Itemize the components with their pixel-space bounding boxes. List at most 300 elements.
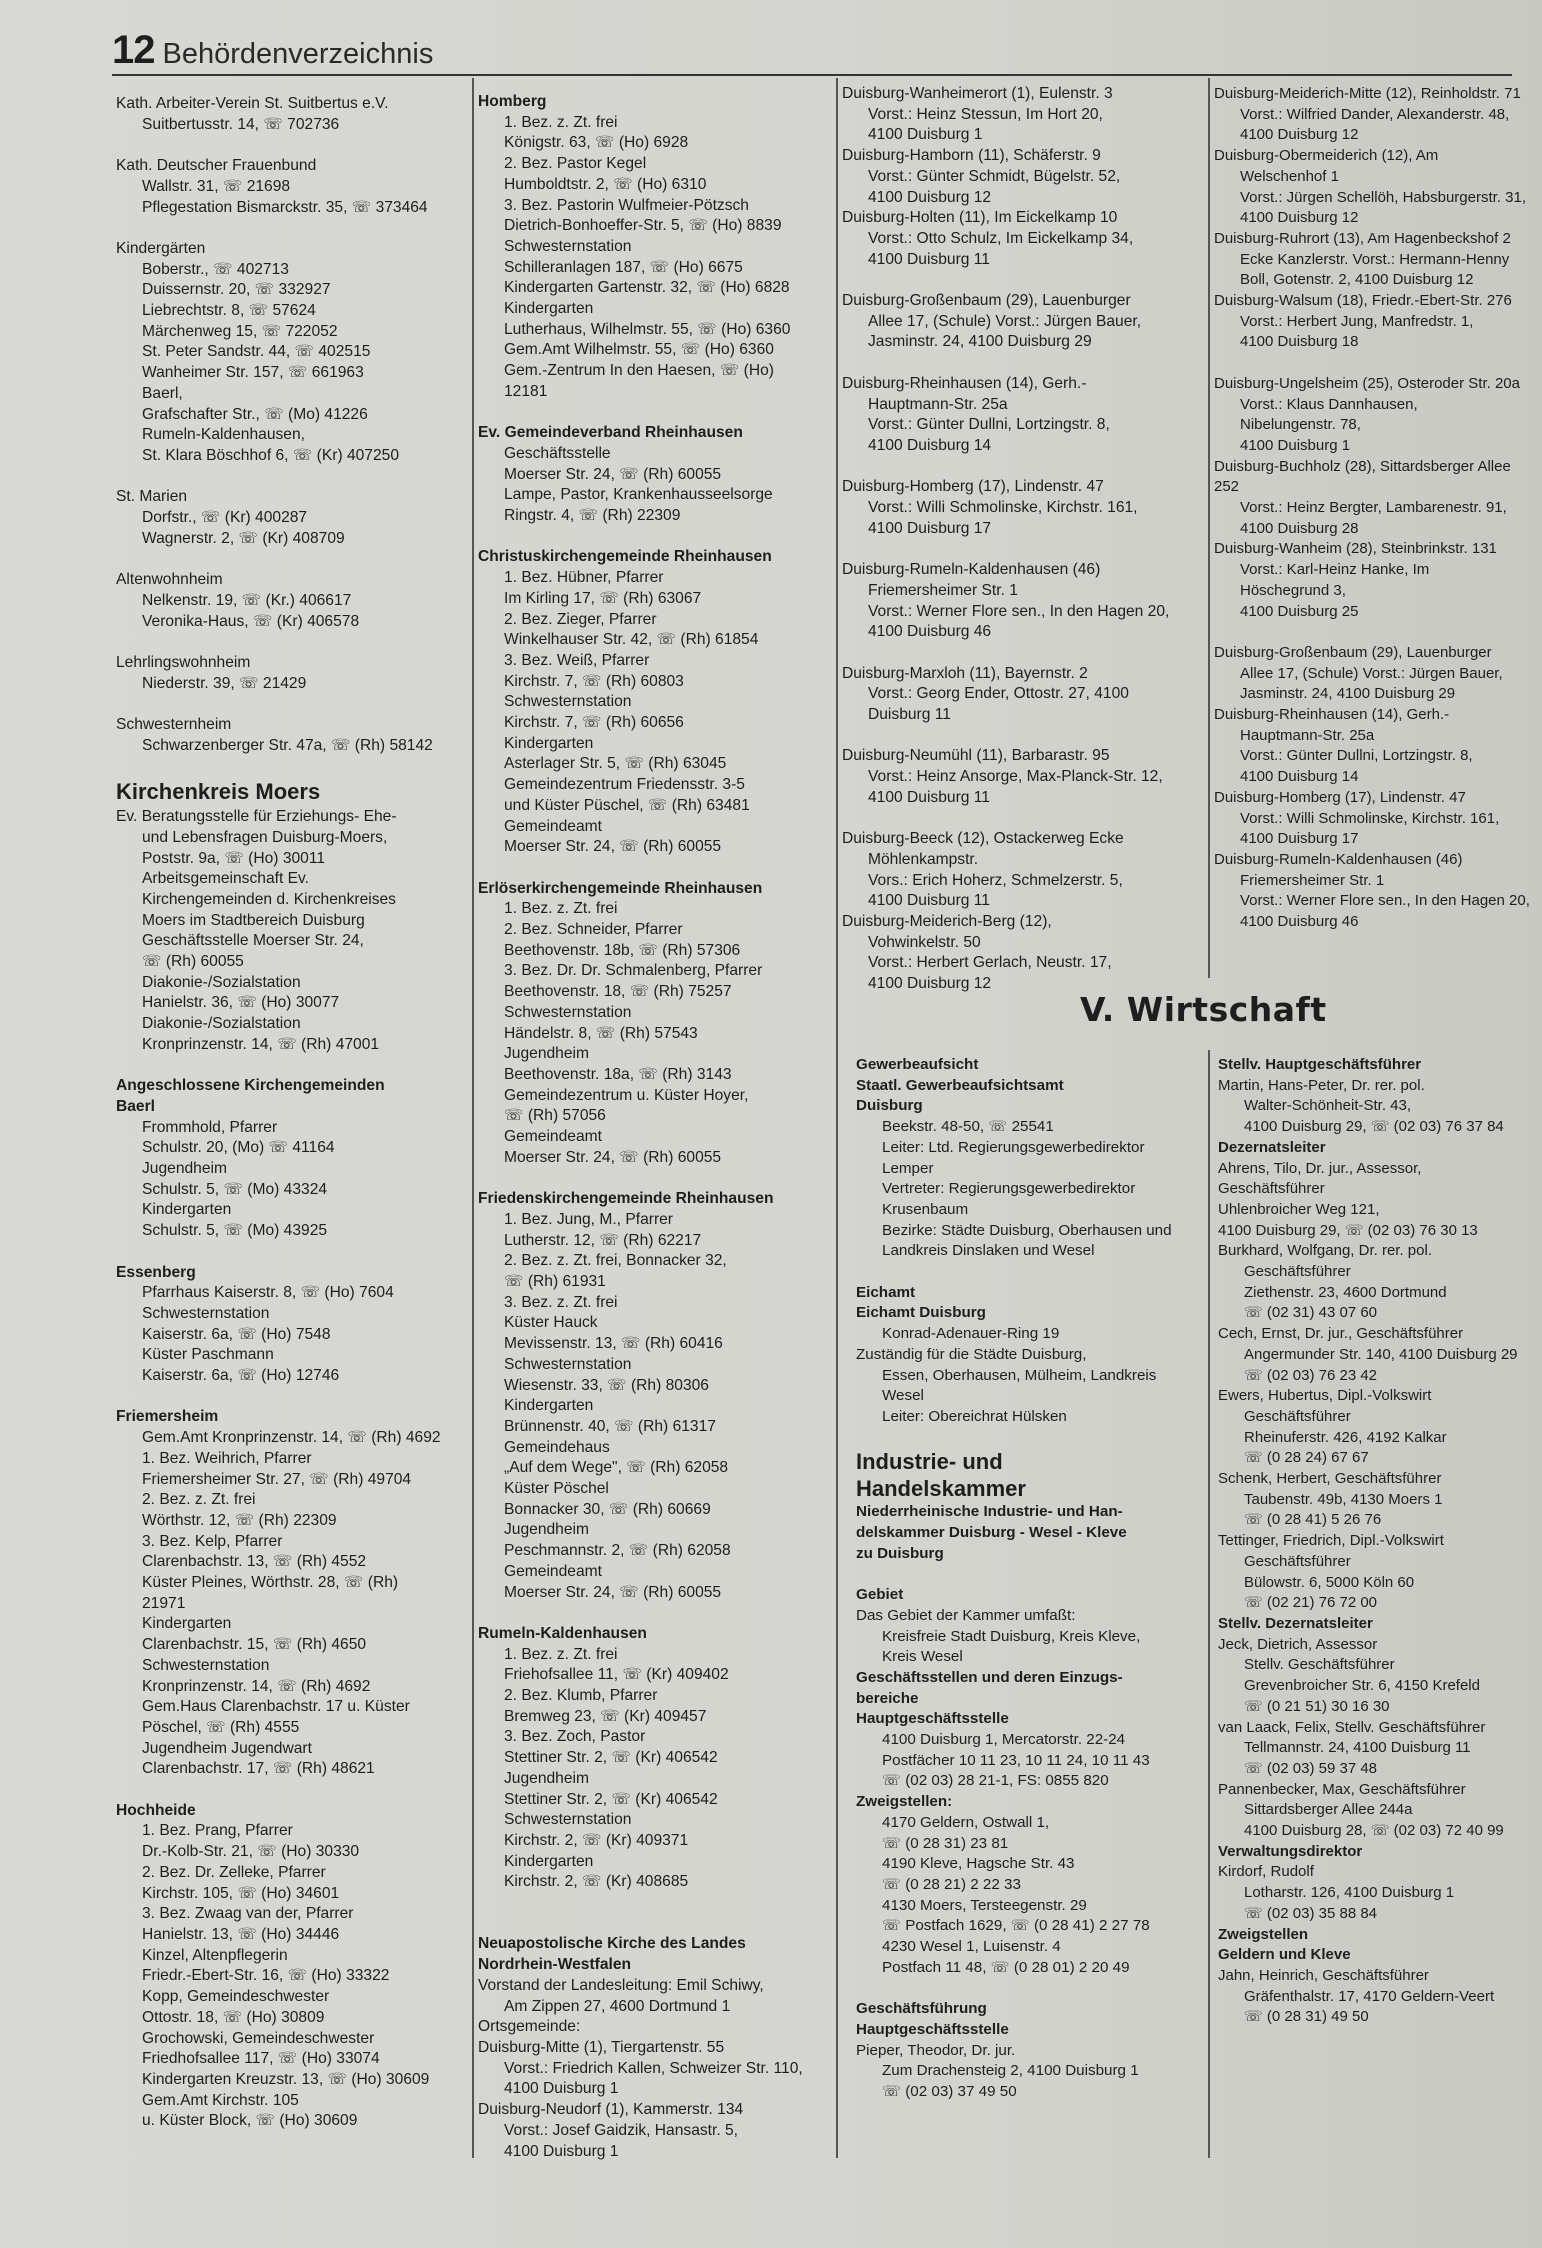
entry-line: Duisburg-Großenbaum (29), Lauenburger bbox=[1214, 643, 1492, 661]
entry-line: Clarenbachstr. 13, ☏ (Rh) 4552 bbox=[142, 1553, 367, 1571]
entry-line: 1. Bez. Weihrich, Pfarrer bbox=[142, 1449, 312, 1467]
entry-heading: Eichamt Duisburg bbox=[856, 1304, 986, 1322]
entry-line: 4100 Duisburg 12 bbox=[868, 188, 992, 206]
entry-line: Ringstr. 4, ☏ (Rh) 22309 bbox=[504, 507, 681, 525]
entry-line: Duisburg-Wanheimerort (1), Eulenstr. 3 bbox=[842, 85, 1113, 102]
entry-line: Tettinger, Friedrich, Dipl.-Volkswirt bbox=[1218, 1532, 1444, 1550]
entry-line: Kath. Arbeiter-Verein St. Suitbertus e.V. bbox=[116, 95, 389, 112]
entry-line: Ev. Beratungsstelle für Erziehungs- Ehe- bbox=[116, 808, 397, 826]
entry-line: Duissernstr. 20, ☏ 332927 bbox=[142, 281, 331, 299]
entry-heading: Verwaltungsdirektor bbox=[1218, 1842, 1363, 1860]
entry-heading: delskammer Duisburg - Wesel - Kleve bbox=[856, 1524, 1127, 1542]
entry-heading: Hauptgeschäftsstelle bbox=[856, 1710, 1009, 1728]
entry-line: Lemper bbox=[882, 1159, 934, 1177]
entry-heading: Gewerbeaufsicht bbox=[856, 1056, 979, 1073]
entry-line: van Laack, Felix, Stellv. Geschäftsführer bbox=[1218, 1718, 1486, 1736]
entry-heading: Erlöserkirchengemeinde Rheinhausen bbox=[478, 879, 763, 897]
entry-line: Vors.: Erich Hoherz, Schmelzerstr. 5, bbox=[868, 871, 1123, 889]
entry-line: Kopp, Gemeindeschwester bbox=[142, 1988, 330, 2006]
entry-line: Am Zippen 27, 4600 Dortmund 1 bbox=[504, 1997, 731, 2015]
entry-line: Vorst.: Willi Schmolinske, Kirchstr. 161, bbox=[1240, 809, 1500, 827]
entry-line: Beethovenstr. 18a, ☏ (Rh) 3143 bbox=[504, 1066, 732, 1083]
entry-line: Kaiserstr. 6a, ☏ (Ho) 12746 bbox=[142, 1367, 340, 1385]
entry-line: Postfach 11 48, ☏ (0 28 01) 2 20 49 bbox=[882, 1958, 1130, 1976]
entry-line: Asterlager Str. 5, ☏ (Rh) 63045 bbox=[504, 755, 727, 773]
entry-line: Grafschafter Str., ☏ (Mo) 41226 bbox=[142, 405, 368, 423]
entry-line: Kindergarten Kreuzstr. 13, ☏ (Ho) 30609 bbox=[142, 2070, 430, 2088]
entry-line: Ziethenstr. 23, 4600 Dortmund bbox=[1244, 1283, 1447, 1301]
entry-line: 4190 Kleve, Hagsche Str. 43 bbox=[882, 1855, 1075, 1873]
entry-line: Duisburg-Rumeln-Kaldenhausen (46) bbox=[1214, 850, 1463, 868]
entry-line: Vorst.: Willi Schmolinske, Kirchstr. 161, bbox=[868, 499, 1138, 517]
entry-line: Mevissenstr. 13, ☏ (Rh) 60416 bbox=[504, 1335, 723, 1353]
entry-line: Duisburg-Wanheim (28), Steinbrinkstr. 131 bbox=[1214, 540, 1497, 558]
entry-line: 2. Bez. Schneider, Pfarrer bbox=[504, 921, 683, 939]
entry-line: Gem.Amt Wilhelmstr. 55, ☏ (Ho) 6360 bbox=[504, 341, 774, 359]
entry-line: 4100 Duisburg 17 bbox=[1240, 830, 1359, 848]
entry-line: Dorfstr., ☏ (Kr) 400287 bbox=[142, 509, 308, 527]
spacer bbox=[116, 135, 466, 156]
entry-line: Gemeindeamt bbox=[504, 1128, 602, 1146]
entry-line: Jeck, Dietrich, Assessor bbox=[1218, 1635, 1378, 1653]
entry-line: Ortsgemeinde: bbox=[478, 2018, 581, 2036]
entry-line: Schulstr. 5, ☏ (Mo) 43925 bbox=[142, 1222, 328, 1240]
spacer bbox=[842, 539, 1204, 560]
entry-line: Nibelungenstr. 78, bbox=[1240, 416, 1361, 434]
entry-line: Duisburg-Holten (11), Im Eickelkamp 10 bbox=[842, 209, 1118, 227]
entry-line: Leiter: Ltd. Regierungsgewerbedirektor bbox=[882, 1138, 1145, 1156]
entry-line: Diakonie-/Sozialstation bbox=[142, 1015, 301, 1033]
entry-line: Hauptmann-Str. 25a bbox=[868, 395, 1008, 413]
entry-line: ☏ (0 28 31) 23 81 bbox=[882, 1834, 1009, 1852]
entry-line: Vertreter: Regierungsgewerbedirektor bbox=[882, 1180, 1136, 1198]
entry-line: Wesel bbox=[882, 1387, 924, 1405]
entry-line: Schulstr. 20, (Mo) ☏ 41164 bbox=[142, 1139, 335, 1157]
entry-line: Küster Paschmann bbox=[142, 1346, 274, 1364]
entry-line: Pieper, Theodor, Dr. jur. bbox=[856, 2041, 1016, 2059]
entry-line: Schulstr. 5, ☏ (Mo) 43324 bbox=[142, 1180, 328, 1198]
entry-line: 4100 Duisburg 18 bbox=[1240, 333, 1359, 351]
entry-line: Vorst.: Werner Flore sen., In den Hagen 20, bbox=[868, 602, 1170, 620]
entry-line: Pflegestation Bismarckstr. 35, ☏ 373464 bbox=[142, 198, 428, 216]
entry-line: Jasminstr. 24, 4100 Duisburg 29 bbox=[1240, 685, 1456, 703]
entry-line: Friemersheimer Str. 1 bbox=[868, 581, 1018, 599]
entry-line: „Auf dem Wege", ☏ (Rh) 62058 bbox=[504, 1459, 729, 1477]
entry-line: ☏ (02 03) 35 88 84 bbox=[1244, 1904, 1378, 1922]
entry-line: Vorst.: Günter Dullni, Lortzingstr. 8, bbox=[868, 416, 1110, 434]
entry-line: Küster Hauck bbox=[504, 1314, 598, 1332]
entry-line: 4100 Duisburg 29, ☏ (02 03) 76 37 84 bbox=[1244, 1118, 1504, 1136]
entry-line: Bonnacker 30, ☏ (Rh) 60669 bbox=[504, 1500, 711, 1518]
entry-line: Kindergarten bbox=[504, 1397, 594, 1415]
entry-line: 4100 Duisburg 28 bbox=[1240, 519, 1359, 537]
entry-heading: Friedenskirchengemeinde Rheinhausen bbox=[478, 1190, 774, 1208]
entry-line: 2. Bez. Dr. Zelleke, Pfarrer bbox=[142, 1863, 326, 1881]
spacer bbox=[116, 218, 466, 239]
entry-line: 4100 Duisburg 12 bbox=[868, 975, 992, 993]
entry-line: Lampe, Pastor, Krankenhausseelsorge bbox=[504, 486, 773, 504]
entry-line: St. Klara Böschhof 6, ☏ (Kr) 407250 bbox=[142, 446, 399, 464]
entry-heading: Christuskirchengemeinde Rheinhausen bbox=[478, 548, 772, 566]
entry-line: Vorstand der Landesleitung: Emil Schiwy, bbox=[478, 1976, 764, 1994]
entry-line: Duisburg-Buchholz (28), Sittardsberger Allee bbox=[1214, 457, 1511, 475]
entry-line: Duisburg-Neumühl (11), Barbarastr. 95 bbox=[842, 747, 1110, 765]
entry-line: Höschegrund 3, bbox=[1240, 581, 1346, 599]
entry-line: Wanheimer Str. 157, ☏ 661963 bbox=[142, 364, 364, 382]
spacer bbox=[1214, 353, 1514, 374]
entry-line: Geschäftsführer bbox=[1244, 1407, 1351, 1425]
entry-line: Ecke Kanzlerstr. Vorst.: Hermann-Henny bbox=[1240, 250, 1510, 268]
entry-line: 21971 bbox=[142, 1594, 186, 1612]
entry-line: Vorst.: Friedrich Kallen, Schweizer Str. 110, bbox=[504, 2059, 803, 2077]
entry-line: Vorst.: Josef Gaidzik, Hansastr. 5, bbox=[504, 2121, 739, 2139]
entry-line: Suitbertusstr. 14, ☏ 702736 bbox=[142, 115, 340, 133]
page-header bbox=[112, 28, 433, 72]
entry-line: Veronika-Haus, ☏ (Kr) 406578 bbox=[142, 612, 360, 630]
column-5 bbox=[856, 1055, 1200, 2103]
entry-line: ☏ (0 28 21) 2 22 33 bbox=[882, 1875, 1021, 1893]
entry-line: Ewers, Hubertus, Dipl.-Volkswirt bbox=[1218, 1387, 1432, 1405]
entry-line: Vorst.: Werner Flore sen., In den Hagen 20, bbox=[1240, 892, 1530, 910]
entry-line: Boll, Gotenstr. 2, 4100 Duisburg 12 bbox=[1240, 271, 1474, 289]
entry-line: Angermunder Str. 140, 4100 Duisburg 29 bbox=[1244, 1345, 1518, 1363]
entry-line: 2. Bez. z. Zt. frei, Bonnacker 32, bbox=[504, 1252, 727, 1270]
entry-line: Händelstr. 8, ☏ (Rh) 57543 bbox=[504, 1024, 698, 1042]
entry-line: 4100 Duisburg 25 bbox=[1240, 602, 1359, 620]
entry-line: Friemersheimer Str. 27, ☏ (Rh) 49704 bbox=[142, 1470, 412, 1488]
entry-line: Moerser Str. 24, ☏ (Rh) 60055 bbox=[504, 1148, 722, 1166]
entry-line: Duisburg-Hamborn (11), Schäferstr. 9 bbox=[842, 147, 1101, 165]
entry-line: Ottostr. 18, ☏ (Ho) 30809 bbox=[142, 2008, 325, 2026]
entry-heading: Nordrhein-Westfalen bbox=[478, 1956, 632, 1974]
entry-line: 2. Bez. z. Zt. frei bbox=[142, 1491, 256, 1509]
entry-line: Pfarrhaus Kaiserstr. 8, ☏ (Ho) 7604 bbox=[142, 1284, 394, 1302]
entry-line: Duisburg-Beeck (12), Ostackerweg Ecke bbox=[842, 830, 1124, 848]
entry-line: 1. Bez. z. Zt. frei bbox=[504, 900, 618, 918]
entry-line: Postfächer 10 11 23, 10 11 24, 10 11 43 bbox=[882, 1751, 1150, 1769]
entry-line: Moers im Stadtbereich Duisburg bbox=[142, 911, 365, 929]
entry-line: Ahrens, Tilo, Dr. jur., Assessor, bbox=[1218, 1159, 1422, 1177]
entry-line: Duisburg-Rumeln-Kaldenhausen (46) bbox=[842, 561, 1101, 579]
entry-line: St. Peter Sandstr. 44, ☏ 402515 bbox=[142, 343, 371, 361]
entry-line: Vorst.: Heinz Ansorge, Max-Planck-Str. 12, bbox=[868, 768, 1163, 786]
entry-line: Schwesternstation bbox=[504, 237, 632, 255]
entry-line: 4100 Duisburg 1 bbox=[504, 2142, 619, 2160]
entry-line: u. Küster Block, ☏ (Ho) 30609 bbox=[142, 2112, 358, 2130]
entry-line: Hanielstr. 36, ☏ (Ho) 30077 bbox=[142, 994, 340, 1012]
entry-heading: Hauptgeschäftsstelle bbox=[856, 2020, 1009, 2038]
page-number: 12 bbox=[112, 28, 155, 72]
entry-line: ☏ (Rh) 57056 bbox=[504, 1107, 606, 1125]
entry-heading: Geschäftsstellen und deren Einzugs- bbox=[856, 1668, 1123, 1686]
spacer bbox=[116, 1780, 466, 1801]
entry-line: Friedr.-Ebert-Str. 16, ☏ (Ho) 33322 bbox=[142, 1967, 390, 1985]
entry-line: Schwesternheim bbox=[116, 716, 232, 733]
entry-heading: Zweigstellen bbox=[1218, 1925, 1309, 1943]
entry-line: Welschenhof 1 bbox=[1240, 167, 1339, 185]
entry-line: Krusenbaum bbox=[882, 1200, 969, 1218]
entry-line: ☏ (0 28 31) 49 50 bbox=[1244, 2008, 1369, 2026]
header-rule bbox=[112, 74, 1512, 76]
entry-line: Friedhofsallee 117, ☏ (Ho) 33074 bbox=[142, 2050, 380, 2068]
entry-heading: Dezernatsleiter bbox=[1218, 1138, 1326, 1156]
entry-line: Duisburg-Rheinhausen (14), Gerh.- bbox=[1214, 706, 1450, 724]
entry-line: Duisburg-Meiderich-Mitte (12), Reinholdstr. 71 bbox=[1214, 85, 1521, 102]
entry-line: Vorst.: Herbert Jung, Manfredstr. 1, bbox=[1240, 312, 1474, 330]
entry-line: 4100 Duisburg 28, ☏ (02 03) 72 40 99 bbox=[1244, 1822, 1504, 1840]
entry-line: 3. Bez. Zoch, Pastor bbox=[504, 1728, 646, 1746]
column-4 bbox=[1214, 84, 1530, 933]
entry-line: 252 bbox=[1214, 478, 1240, 496]
entry-line: Küster Pöschel bbox=[504, 1480, 609, 1498]
entry-heading: Gebiet bbox=[856, 1586, 904, 1604]
entry-heading: Homberg bbox=[478, 93, 547, 110]
entry-line: Gemeindezentrum Friedensstr. 3-5 bbox=[504, 776, 745, 794]
spacer bbox=[842, 643, 1204, 664]
entry-line: 4100 Duisburg 46 bbox=[1240, 913, 1359, 931]
entry-line: Beekstr. 48-50, ☏ 25541 bbox=[882, 1118, 1054, 1136]
entry-line: Rumeln-Kaldenhausen, bbox=[142, 426, 305, 444]
entry-line: Lutherstr. 12, ☏ (Rh) 62217 bbox=[504, 1231, 702, 1249]
spacer bbox=[116, 1387, 466, 1408]
entry-line: Tellmannstr. 24, 4100 Duisburg 11 bbox=[1244, 1739, 1471, 1757]
entry-line: Stettiner Str. 2, ☏ (Kr) 406542 bbox=[504, 1790, 718, 1808]
entry-line: Bülowstr. 6, 5000 Köln 60 bbox=[1244, 1573, 1415, 1591]
entry-line: Konrad-Adenauer-Ring 19 bbox=[882, 1325, 1060, 1343]
entry-line: Jahn, Heinrich, Geschäftsführer bbox=[1218, 1966, 1429, 1984]
entry-line: Kindergarten Gartenstr. 32, ☏ (Ho) 6828 bbox=[504, 279, 790, 297]
entry-line: Vorst.: Jürgen Schellöh, Habsburgerstr. 31, bbox=[1240, 188, 1526, 206]
entry-line: ☏ (0 28 24) 67 67 bbox=[1244, 1449, 1369, 1467]
entry-line: Beethovenstr. 18, ☏ (Rh) 75257 bbox=[504, 983, 732, 1001]
entry-line: Gem.Amt Kronprinzenstr. 14, ☏ (Rh) 4692 bbox=[142, 1429, 441, 1447]
entry-line: Kindergärten bbox=[116, 239, 206, 257]
entry-line: Frommhold, Pfarrer bbox=[142, 1118, 278, 1136]
entry-line: 4100 Duisburg 29, ☏ (02 03) 76 30 13 bbox=[1218, 1221, 1478, 1239]
entry-line: Gem.Haus Clarenbachstr. 17 u. Küster bbox=[142, 1698, 410, 1716]
entry-line: Duisburg-Marxloh (11), Bayernstr. 2 bbox=[842, 664, 1088, 682]
spacer bbox=[478, 1893, 830, 1914]
entry-line: Vorst.: Heinz Stessun, Im Hort 20, bbox=[868, 105, 1103, 123]
entry-line: Dietrich-Bonhoeffer-Str. 5, ☏ (Ho) 8839 bbox=[504, 217, 782, 235]
entry-line: Burkhard, Wolfgang, Dr. rer. pol. bbox=[1218, 1242, 1432, 1260]
entry-line: Vorst.: Wilfried Dander, Alexanderstr. 48, bbox=[1240, 105, 1510, 123]
entry-line: Stellv. Geschäftsführer bbox=[1244, 1656, 1395, 1674]
entry-line: Kreis Wesel bbox=[882, 1648, 963, 1666]
entry-line: ☏ (02 03) 37 49 50 bbox=[882, 2082, 1017, 2100]
entry-line: ☏ (02 31) 43 07 60 bbox=[1244, 1304, 1378, 1322]
spacer bbox=[116, 1242, 466, 1263]
spacer bbox=[478, 1914, 830, 1935]
entry-line: Winkelhauser Str. 42, ☏ (Rh) 61854 bbox=[504, 631, 759, 649]
entry-heading: Hochheide bbox=[116, 1801, 196, 1819]
entry-heading: Niederrheinische Industrie- und Han- bbox=[856, 1503, 1123, 1521]
entry-line: Duisburg-Ruhrort (13), Am Hagenbeckshof 2 bbox=[1214, 229, 1511, 247]
entry-line: Jugendheim bbox=[504, 1045, 589, 1063]
spacer bbox=[478, 1603, 830, 1624]
entry-line: Königstr. 63, ☏ (Ho) 6928 bbox=[504, 134, 689, 152]
entry-line: Kronprinzenstr. 14, ☏ (Rh) 4692 bbox=[142, 1677, 371, 1695]
entry-line: Taubenstr. 49b, 4130 Moers 1 bbox=[1244, 1490, 1443, 1508]
entry-line: Schwesternstation bbox=[142, 1656, 270, 1674]
entry-line: Gemeindehaus bbox=[504, 1438, 610, 1456]
entry-heading: Essenberg bbox=[116, 1263, 196, 1281]
entry-heading: Kirchenkreis Moers bbox=[116, 779, 321, 805]
entry-line: Wagnerstr. 2, ☏ (Kr) 408709 bbox=[142, 529, 345, 547]
entry-line: 4100 Duisburg 12 bbox=[1240, 209, 1359, 227]
entry-line: Gemeindezentrum u. Küster Hoyer, bbox=[504, 1086, 749, 1104]
entry-heading: Stellv. Dezernatsleiter bbox=[1218, 1614, 1373, 1632]
entry-line: Vorst.: Karl-Heinz Hanke, Im bbox=[1240, 561, 1430, 579]
entry-line: 3. Bez. Zwaag van der, Pfarrer bbox=[142, 1905, 354, 1923]
entry-line: Schwarzenberger Str. 47a, ☏ (Rh) 58142 bbox=[142, 736, 433, 754]
page-title: Behördenverzeichnis bbox=[162, 38, 434, 70]
entry-line: Wiesenstr. 33, ☏ (Rh) 80306 bbox=[504, 1376, 709, 1394]
entry-line: 4100 Duisburg 1, Mercatorstr. 22-24 bbox=[882, 1731, 1126, 1749]
entry-line: Peschmannstr. 2, ☏ (Rh) 62058 bbox=[504, 1542, 731, 1560]
spacer bbox=[116, 549, 466, 570]
entry-line: Kindergarten bbox=[142, 1201, 232, 1219]
entry-line: Moerser Str. 24, ☏ (Rh) 60055 bbox=[504, 465, 722, 483]
entry-line: Möhlenkampstr. bbox=[868, 850, 979, 868]
spacer bbox=[856, 1978, 1200, 1999]
entry-line: Vorst.: Georg Ender, Ottostr. 27, 4100 bbox=[868, 685, 1129, 703]
entry-line: 2. Bez. Zieger, Pfarrer bbox=[504, 610, 657, 628]
entry-line: Moerser Str. 24, ☏ (Rh) 60055 bbox=[504, 838, 722, 856]
entry-line: Vohwinkelstr. 50 bbox=[868, 933, 981, 951]
entry-line: 3. Bez. Dr. Dr. Schmalenberg, Pfarrer bbox=[504, 962, 763, 980]
entry-heading: Industrie- und bbox=[856, 1449, 1003, 1475]
entry-line: Geschäftsführer bbox=[1244, 1552, 1351, 1570]
entry-line: Jugendheim bbox=[504, 1521, 589, 1539]
entry-line: Friemersheimer Str. 1 bbox=[1240, 871, 1385, 889]
entry-line: 2. Bez. Pastor Kegel bbox=[504, 155, 647, 173]
entry-line: Kindergarten bbox=[504, 300, 594, 318]
entry-line: 2. Bez. Klumb, Pfarrer bbox=[504, 1687, 658, 1705]
entry-line: 3. Bez. Weiß, Pfarrer bbox=[504, 651, 650, 669]
entry-line: Duisburg-Mitte (1), Tiergartenstr. 55 bbox=[478, 2038, 725, 2056]
entry-line: Duisburg 11 bbox=[868, 706, 951, 724]
entry-line: 4170 Geldern, Ostwall 1, bbox=[882, 1813, 1050, 1831]
entry-line: Nelkenstr. 19, ☏ (Kr.) 406617 bbox=[142, 591, 352, 609]
entry-line: Cech, Ernst, Dr. jur., Geschäftsführer bbox=[1218, 1325, 1464, 1343]
spacer bbox=[856, 1564, 1200, 1585]
section-title: V. Wirtschaft bbox=[1080, 990, 1327, 1029]
entry-line: Kindergarten bbox=[504, 1852, 594, 1870]
entry-line: Duisburg-Ungelsheim (25), Osteroder Str. 20a bbox=[1214, 374, 1520, 392]
entry-line: 1. Bez. z. Zt. frei bbox=[504, 1645, 618, 1663]
entry-line: Uhlenbroicher Weg 121, bbox=[1218, 1200, 1380, 1218]
entry-line: St. Marien bbox=[116, 488, 188, 506]
entry-line: 4100 Duisburg 14 bbox=[1240, 768, 1359, 786]
entry-line: Diakonie-/Sozialstation bbox=[142, 973, 301, 991]
spacer bbox=[116, 632, 466, 653]
entry-line: 4100 Duisburg 11 bbox=[868, 892, 990, 910]
entry-line: Sittardsberger Allee 244a bbox=[1244, 1801, 1413, 1819]
entry-line: Das Gebiet der Kammer umfaßt: bbox=[856, 1606, 1076, 1624]
spacer bbox=[1214, 622, 1514, 643]
entry-line: Geschäftsstelle Moerser Str. 24, bbox=[142, 932, 364, 950]
entry-line: 4100 Duisburg 11 bbox=[868, 788, 990, 806]
entry-heading: Baerl bbox=[116, 1097, 156, 1115]
entry-line: Gemeindeamt bbox=[504, 817, 602, 835]
entry-line: 1. Bez. z. Zt. frei bbox=[504, 113, 618, 131]
entry-line: 3. Bez. Kelp, Pfarrer bbox=[142, 1532, 283, 1550]
spacer bbox=[116, 1056, 466, 1077]
entry-line: Vorst.: Herbert Gerlach, Neustr. 17, bbox=[868, 954, 1112, 972]
entry-line: Schwesternstation bbox=[504, 1003, 632, 1021]
entry-heading: Friemersheim bbox=[116, 1408, 219, 1426]
entry-line: Kinzel, Altenpflegerin bbox=[142, 1946, 288, 1964]
entry-line: Wörthstr. 12, ☏ (Rh) 22309 bbox=[142, 1511, 337, 1529]
entry-line: Kirchstr. 2, ☏ (Kr) 408685 bbox=[504, 1873, 689, 1891]
spacer bbox=[856, 1428, 1200, 1449]
entry-line: Im Kirling 17, ☏ (Rh) 63067 bbox=[504, 589, 702, 607]
column-6 bbox=[1218, 1055, 1518, 2028]
entry-line: Dr.-Kolb-Str. 21, ☏ (Ho) 30330 bbox=[142, 1843, 360, 1861]
entry-line: Schwesternstation bbox=[504, 1811, 632, 1829]
entry-line: Lutherhaus, Wilhelmstr. 55, ☏ (Ho) 6360 bbox=[504, 320, 791, 338]
entry-line: Kindergarten bbox=[504, 734, 594, 752]
entry-line: Grochowski, Gemeindeschwester bbox=[142, 2029, 375, 2047]
entry-line: Gemeindeamt bbox=[504, 1562, 602, 1580]
spacer bbox=[842, 457, 1204, 478]
entry-line: 4100 Duisburg 1 bbox=[1240, 436, 1351, 454]
entry-line: Boberstr., ☏ 402713 bbox=[142, 260, 289, 278]
entry-line: Schwesternstation bbox=[504, 693, 632, 711]
entry-line: Duisburg-Rheinhausen (14), Gerh.- bbox=[842, 374, 1087, 392]
entry-line: Arbeitsgemeinschaft Ev. bbox=[142, 870, 309, 888]
column-3 bbox=[842, 84, 1204, 995]
entry-heading: Rumeln-Kaldenhausen bbox=[478, 1624, 647, 1642]
entry-line: Hanielstr. 13, ☏ (Ho) 34446 bbox=[142, 1926, 340, 1943]
entry-line: Zuständig für die Städte Duisburg, bbox=[856, 1345, 1087, 1363]
entry-line: ☏ (0 28 41) 5 26 76 bbox=[1244, 1511, 1382, 1529]
entry-line: 4100 Duisburg 46 bbox=[868, 623, 992, 641]
spacer bbox=[478, 858, 830, 879]
entry-line: Pöschel, ☏ (Rh) 4555 bbox=[142, 1718, 300, 1736]
entry-heading: Geschäftsführung bbox=[856, 2000, 987, 2018]
entry-line: und Lebensfragen Duisburg-Moers, bbox=[142, 828, 388, 846]
entry-line: Clarenbachstr. 15, ☏ (Rh) 4650 bbox=[142, 1636, 367, 1654]
spacer bbox=[856, 1262, 1200, 1283]
entry-line: ☏ (02 03) 76 23 42 bbox=[1244, 1366, 1378, 1384]
entry-line: Duisburg-Homberg (17), Lindenstr. 47 bbox=[842, 478, 1104, 496]
spacer bbox=[478, 527, 830, 548]
entry-line: und Küster Püschel, ☏ (Rh) 63481 bbox=[504, 796, 750, 814]
entry-line: Gräfenthalstr. 17, 4170 Geldern-Veert bbox=[1244, 1987, 1495, 2005]
entry-line: Geschäftsführer bbox=[1218, 1180, 1325, 1198]
entry-line: Leiter: Obereichrat Hülsken bbox=[882, 1407, 1067, 1425]
entry-line: Gem.-Zentrum In den Haesen, ☏ (Ho) bbox=[504, 362, 774, 380]
entry-line: Rheinuferstr. 426, 4192 Kalkar bbox=[1244, 1428, 1447, 1446]
entry-line: Vorst.: Heinz Bergter, Lambarenestr. 91, bbox=[1240, 499, 1507, 517]
entry-line: 4100 Duisburg 12 bbox=[1240, 126, 1359, 144]
spacer bbox=[842, 726, 1204, 747]
entry-line: Clarenbachstr. 17, ☏ (Rh) 48621 bbox=[142, 1760, 375, 1778]
entry-line: Vorst.: Otto Schulz, Im Eickelkamp 34, bbox=[868, 229, 1134, 247]
entry-line: 1. Bez. Hübner, Pfarrer bbox=[504, 569, 664, 587]
spacer bbox=[116, 694, 466, 715]
entry-line: Kirdorf, Rudolf bbox=[1218, 1863, 1314, 1881]
entry-line: ☏ (Rh) 60055 bbox=[142, 953, 244, 971]
entry-line: Allee 17, (Schule) Vorst.: Jürgen Bauer, bbox=[868, 312, 1142, 330]
entry-line: Zum Drachensteig 2, 4100 Duisburg 1 bbox=[882, 2062, 1139, 2080]
entry-line: Duisburg-Großenbaum (29), Lauenburger bbox=[842, 292, 1131, 310]
entry-line: Schenk, Herbert, Geschäftsführer bbox=[1218, 1470, 1442, 1488]
entry-line: Duisburg-Obermeiderich (12), Am bbox=[1214, 147, 1439, 165]
entry-line: Kaiserstr. 6a, ☏ (Ho) 7548 bbox=[142, 1325, 331, 1343]
